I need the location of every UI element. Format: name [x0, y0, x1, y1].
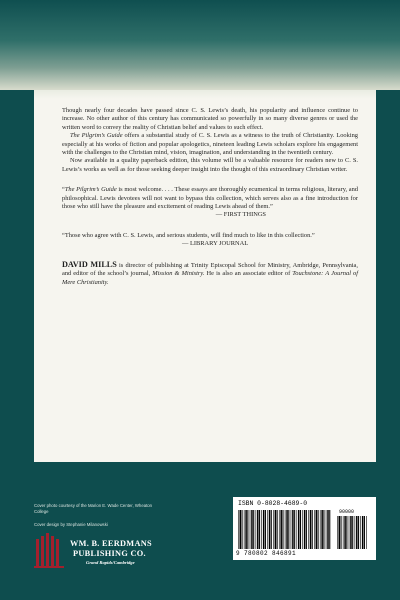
barcode-bar	[356, 516, 358, 549]
barcode-bar	[240, 510, 242, 549]
barcode-bar	[251, 510, 253, 549]
panel-top-shade	[34, 90, 376, 99]
barcode-bar	[292, 510, 294, 549]
barcode-bar	[302, 510, 303, 549]
barcode-bar	[312, 510, 313, 549]
barcode-bar	[257, 510, 259, 549]
barcode-bar	[320, 510, 321, 549]
barcode-bar	[306, 510, 307, 549]
barcode-bar	[304, 510, 306, 549]
panel-content	[62, 107, 358, 287]
book-title: The Pilgrim’s Guide	[70, 132, 123, 140]
review-source-1: — FIRST THINGS	[215, 211, 266, 219]
barcode-bar	[360, 516, 361, 549]
barcode-bar	[327, 510, 329, 549]
barcode-bar	[362, 516, 364, 549]
barcode-bar	[300, 510, 301, 549]
barcode-bar	[326, 510, 327, 549]
barcode-bar	[358, 516, 359, 549]
barcode-bar	[242, 510, 243, 549]
cover-photo-credit: Cover photo courtesy of the Marion E. Wade Center, Wheaton College	[34, 503, 153, 514]
cover-design-credit: Cover design by Stephanie Milanowski	[34, 522, 108, 527]
barcode-bar	[346, 516, 347, 549]
barcode-bar	[349, 516, 350, 549]
barcode-bar	[279, 510, 280, 549]
review-quote-2: “Those who agree with C. S. Lewis, and serious students, will find much to like in this collection.”	[62, 231, 315, 239]
barcode-bar	[337, 516, 338, 549]
barcode-bar	[355, 516, 356, 549]
publisher-name-line2: PUBLISHING CO.	[73, 549, 146, 558]
review-quote-1: “The Pilgrim’s Guide is most welcome. . . . These essays are thoroughly ecumenical in terms religious, literary, and philosophical. Lewis devotees will not want to bypass this collection, which serves also as a fine introduction for those who still have the pleasure and excitement of reading Lewis ahead of them.”	[62, 186, 359, 211]
barcode-bar	[310, 510, 312, 549]
barcode-bar	[256, 510, 257, 549]
description-paragraph-3: Now available in a quality paperback edition, this volume will be a valuable resource for readers new to C. S. Lewis’s works as well as for those seeking deeper insight into the thought of this extraordinary Christian writer.	[62, 157, 358, 173]
barcode-bar	[350, 516, 352, 549]
barcode-bar	[275, 510, 277, 549]
isbn-number: ISBN 0-8028-4689-0	[238, 500, 308, 507]
barcode-box	[233, 497, 376, 560]
barcode-bar	[298, 510, 300, 549]
barcode-bar	[247, 510, 248, 549]
barcode-bar	[265, 510, 266, 549]
author-bio: DAVID MILLS is director of publishing at Trinity Episcopal School for Ministry, Ambridge, Pennsylvania, and editor of the school’s journal, Mission & Ministry. He is also an associate editor of Touchstone: A Journal of Mere Christianity.	[62, 259, 358, 286]
barcode-bar	[318, 510, 319, 549]
barcode-bar	[259, 510, 260, 549]
review-source-2: — LIBRARY JOURNAL	[182, 240, 249, 248]
barcode-bar	[285, 510, 286, 549]
description-panel	[34, 90, 376, 462]
barcode-bar	[273, 510, 274, 549]
eerdmans-pillars-logo-icon	[34, 533, 66, 569]
publisher-imprint	[34, 533, 174, 571]
barcode-bar	[308, 510, 309, 549]
cover-credits	[34, 503, 154, 528]
barcode-bar	[329, 510, 330, 549]
description-paragraph-1: Though nearly four decades have passed since C. S. Lewis’s death, his popularity and influence continue to increase. No other author of this century has communicated so powerfully in so many diverse genres or used the written word to convey the reality of Christian belief and values to such effect.	[62, 107, 358, 131]
barcode-bar	[321, 510, 323, 549]
ean-digits: 9 780802 846891	[236, 550, 297, 557]
barcode-bar	[364, 516, 365, 549]
top-gradient-band	[0, 0, 400, 90]
barcode-bar	[244, 510, 245, 549]
barcode-bar	[245, 510, 247, 549]
barcode-bar	[261, 510, 262, 549]
barcode-bar	[277, 510, 278, 549]
publisher-name-line1: WM. B. EERDMANS	[70, 539, 152, 548]
barcode-bar	[269, 510, 271, 549]
author-name: DAVID MILLS	[62, 259, 117, 269]
barcode-bar	[314, 510, 315, 549]
barcode-bar	[291, 510, 292, 549]
barcode-bar	[323, 510, 324, 549]
price-addon-barcode	[337, 516, 369, 549]
barcode-bar	[253, 510, 254, 549]
barcode-bar	[341, 516, 342, 549]
barcode-bar	[263, 510, 265, 549]
publisher-location: Grand Rapids/Cambridge	[86, 560, 135, 565]
ean-barcode	[238, 510, 332, 549]
price-addon-digits: 90000	[339, 509, 355, 515]
barcode-bar	[343, 516, 344, 549]
barcode-bar	[288, 510, 289, 549]
barcode-bar	[250, 510, 251, 549]
barcode-bar	[316, 510, 318, 549]
barcode-bar	[352, 516, 353, 549]
description-paragraph-2: The Pilgrim’s Guide offers a substantial study of C. S. Lewis as a witness to the truth of Christianity. Looking especially at his works of fiction and popular apologetics, nineteen leading Lewis scholars explore his engagement with the challenges to the Christian mind, vision, imagination, and understanding in the twentieth century.	[62, 132, 358, 157]
barcode-bar	[238, 510, 239, 549]
barcode-bar	[286, 510, 288, 549]
barcode-bar	[267, 510, 268, 549]
barcode-bar	[297, 510, 298, 549]
barcode-bar	[339, 516, 341, 549]
barcode-bar	[271, 510, 272, 549]
barcode-bar	[280, 510, 282, 549]
barcode-bar	[294, 510, 295, 549]
barcode-bar	[344, 516, 346, 549]
barcode-bar	[366, 516, 367, 549]
barcode-bar	[282, 510, 283, 549]
